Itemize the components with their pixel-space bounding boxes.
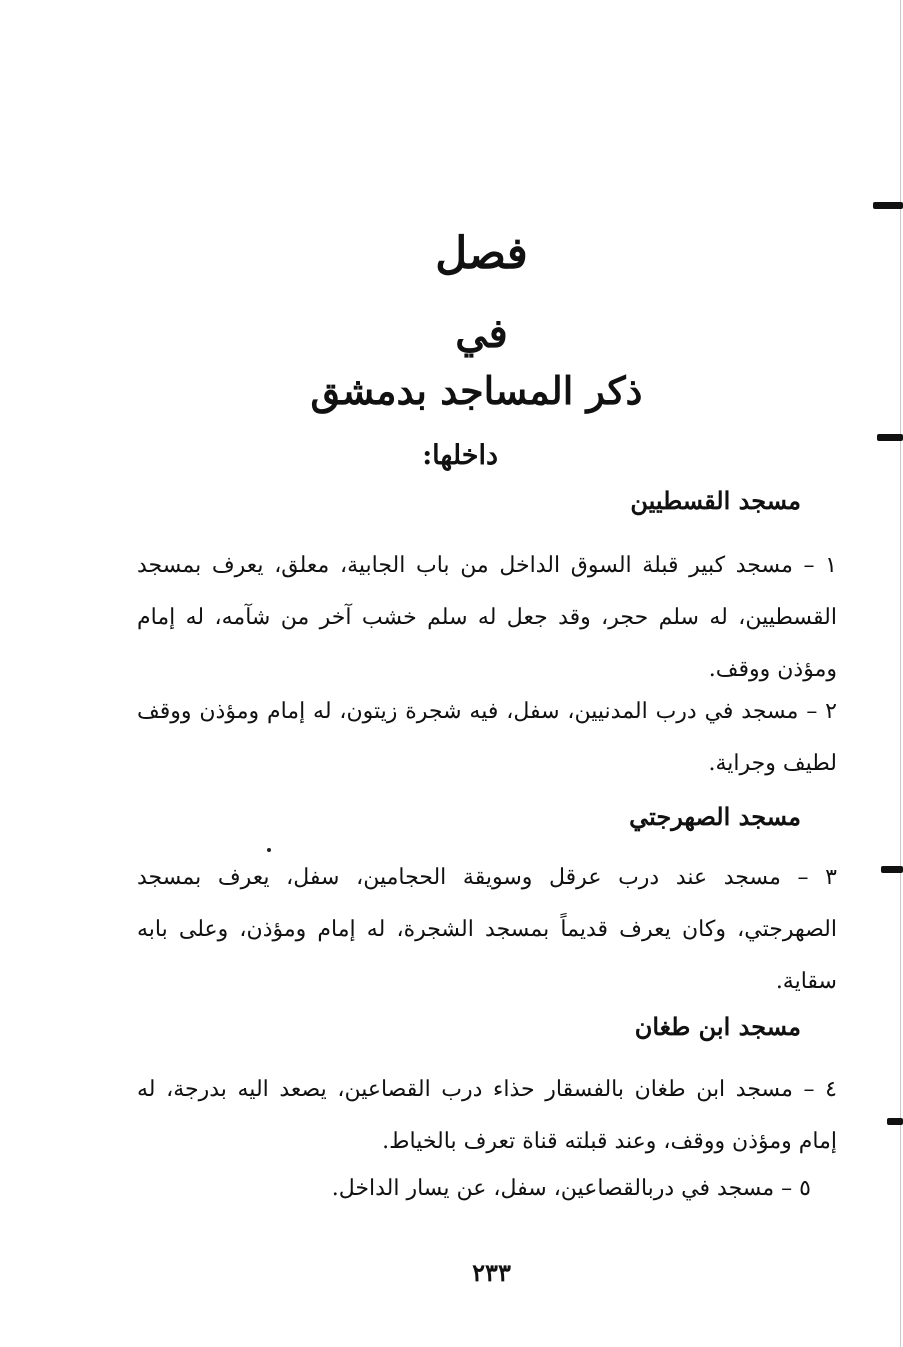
entry-text: ٥ – مسجد في دربالقصاعين، سفل، عن يسار الداخل. <box>331 1176 811 1201</box>
mosque-entry <box>332 1176 811 1201</box>
mosque-heading: مسجد الصهرجتي <box>629 802 801 831</box>
entry-text: ٤ – مسجد ابن طغان بالفسقار حذاء درب القصاعين، يصعد اليه بدرجة، له إمام ومؤذن ووقف، وعند قبلته قناة تعرف بالخياط. <box>137 1077 837 1154</box>
page-number: ٢٣٣ <box>472 1258 511 1287</box>
entry-text: ٣ – مسجد عند درب عرقل وسويقة الحجامين، سفل، يعرف بمسجد الصهرجتي، وكان يعرف قديماً بمسجد الشجرة، له إمام ومؤذن، وعلى بابه سقاية. <box>137 865 837 994</box>
margin-mark <box>877 434 903 441</box>
mosque-heading: مسجد القسطيين <box>630 486 801 515</box>
section-subheading: داخلها: <box>422 440 498 471</box>
mosque-entry <box>137 1064 837 1168</box>
margin-mark <box>881 866 903 873</box>
entry-text: ٢ – مسجد في درب المدنيين، سفل، فيه شجرة زيتون، له إمام ومؤذن ووقف لطيف وجراية. <box>137 699 837 776</box>
margin-mark <box>887 1118 903 1125</box>
chapter-subject: ذكر المساجد بدمشق <box>310 368 643 413</box>
mosque-heading: مسجد ابن طغان <box>634 1012 801 1041</box>
chapter-title-preposition: في <box>455 310 508 357</box>
chapter-title: فصل <box>435 228 528 279</box>
mosque-entry <box>137 540 837 696</box>
entry-text: ١ – مسجد كبير قبلة السوق الداخل من باب الجابية، معلق، يعرف بمسجد القسطيين، له سلم حجر، وقد جعل له سلم خشب آخر من شآمه، له إمام ومؤذن ووقف. <box>137 553 837 682</box>
mosque-entry <box>137 852 837 1008</box>
mosque-entry <box>137 686 837 790</box>
margin-mark <box>873 202 903 209</box>
